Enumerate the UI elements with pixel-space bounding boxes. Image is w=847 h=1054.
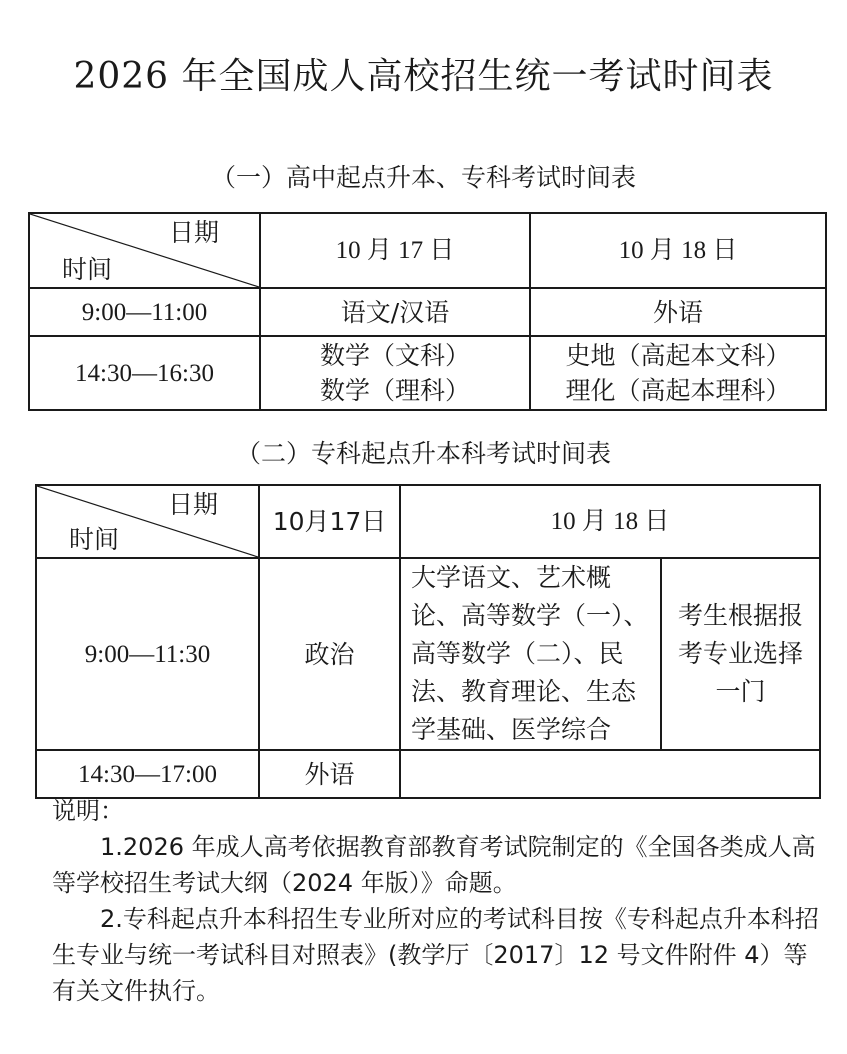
time-cell: 9:00—11:00: [29, 288, 260, 336]
note-line: 考专业选择: [678, 639, 804, 668]
subject-line: 理化（高起本理科）: [565, 376, 791, 405]
subject-cell: 外语: [259, 750, 400, 798]
corner-date-label: 日期: [168, 218, 219, 247]
section2-heading: （二）专科起点升本科考试时间表: [235, 439, 611, 468]
subject-cell: 政治: [259, 558, 400, 750]
empty-cell: [400, 750, 820, 798]
page-title: 2026 年全国成人高校招生统一考试时间表: [73, 56, 774, 97]
corner-header-cell: [36, 485, 259, 558]
subject-line: 论、高等数学（一）、: [411, 601, 649, 630]
time-cell: 14:30—17:00: [36, 750, 259, 798]
schedule-table-2: [35, 484, 821, 799]
notes-section: [52, 793, 822, 1009]
subject-line: 史地（高起本文科）: [565, 341, 791, 370]
schedule-table-1: [28, 212, 827, 411]
date-header: 10 月 17 日: [260, 213, 530, 288]
note-item: 1.2026 年成人高考依据教育部教育考试院制定的《全国各类成人高等学校招生考试大纲（2024 年版）》命题。: [52, 833, 816, 897]
subject-line: 数学（理科）: [319, 376, 470, 405]
subject-cell: 外语: [530, 288, 826, 336]
subject-line: 高等数学（二）、民: [411, 639, 624, 668]
subject-line: 法、教育理论、生态: [411, 677, 637, 706]
date-header: 10月17日: [259, 485, 400, 558]
date-header: 10 月 18 日: [400, 485, 820, 558]
note-item: 2.专科起点升本科招生专业所对应的考试科目按《专科起点升本科招生专业与统一考试科目对照表》(教学厅〔2017〕12 号文件附件 4）等有关文件执行。: [52, 905, 819, 1005]
subject-cell: [530, 336, 826, 410]
date-header: 10 月 18 日: [530, 213, 826, 288]
subject-line: 大学语文、艺术概: [411, 563, 612, 592]
subject-line: 数学（文科）: [319, 341, 470, 370]
corner-header-cell: [29, 213, 260, 288]
subject-line: 学基础、医学综合: [411, 715, 612, 744]
selection-note-cell: [661, 558, 820, 750]
section1-heading: （一）高中起点升本、专科考试时间表: [210, 163, 636, 192]
time-cell: 9:00—11:30: [36, 558, 259, 750]
corner-time-label: 时间: [62, 255, 113, 284]
subject-cell: [260, 336, 530, 410]
corner-time-label: 时间: [69, 525, 120, 554]
notes-heading: 说明：: [52, 797, 124, 825]
corner-date-label: 日期: [167, 490, 218, 519]
subject-cell: 语文/汉语: [260, 288, 530, 336]
note-line: 一门: [715, 677, 766, 706]
note-line: 考生根据报: [678, 601, 804, 630]
time-cell: 14:30—16:30: [29, 336, 260, 410]
subject-list-cell: [400, 558, 661, 750]
